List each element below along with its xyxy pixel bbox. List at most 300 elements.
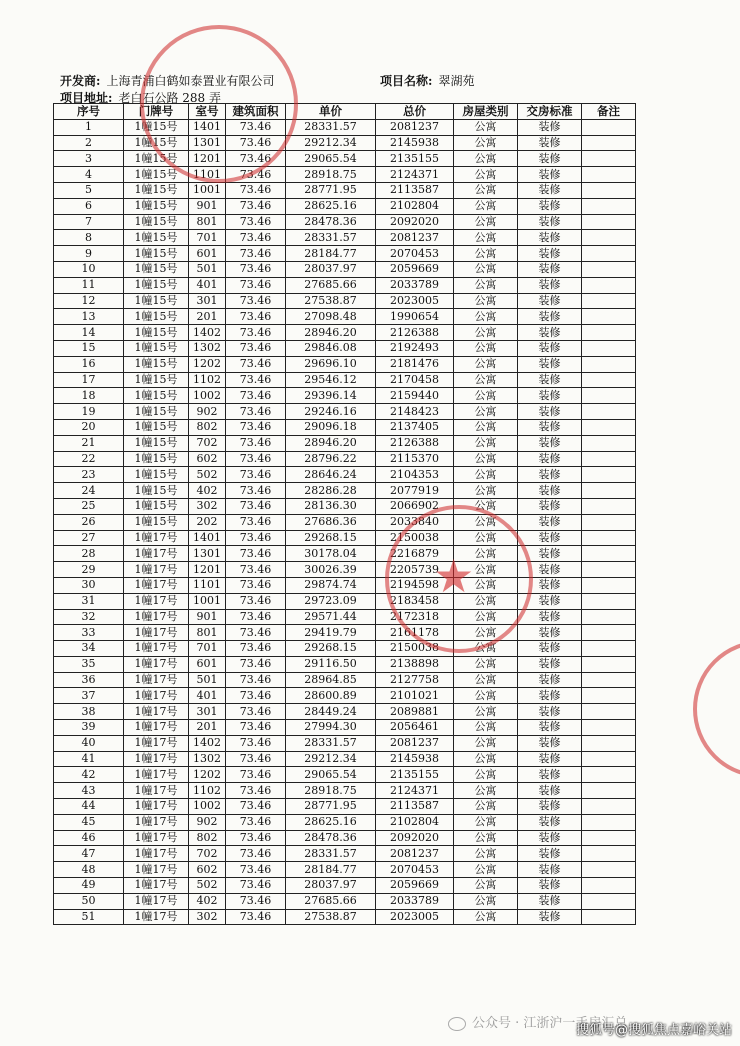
table-cell: 73.46 (226, 372, 286, 388)
table-cell: 30178.04 (286, 546, 376, 562)
table-row (54, 309, 636, 325)
table-cell: 28625.16 (286, 814, 376, 830)
table-cell (582, 593, 636, 609)
table-cell: 28600.89 (286, 688, 376, 704)
table-cell: 27994.30 (286, 720, 376, 736)
table-cell: 30 (54, 577, 124, 593)
table-cell: 1幢17号 (124, 704, 189, 720)
table-cell: 23 (54, 467, 124, 483)
table-cell: 1幢17号 (124, 767, 189, 783)
table-row (54, 451, 636, 467)
table-cell: 73.46 (226, 419, 286, 435)
table-cell: 1幢15号 (124, 419, 189, 435)
table-cell: 4 (54, 167, 124, 183)
table-cell: 702 (189, 435, 226, 451)
table-row (54, 214, 636, 230)
table-cell: 装修 (518, 720, 582, 736)
table-cell: 29846.08 (286, 340, 376, 356)
table-cell: 28331.57 (286, 119, 376, 135)
table-cell: 801 (189, 214, 226, 230)
table-cell: 2172318 (376, 609, 454, 625)
table-cell (582, 862, 636, 878)
table-cell (582, 451, 636, 467)
table-cell: 27685.66 (286, 893, 376, 909)
table-cell: 28136.30 (286, 498, 376, 514)
table-cell: 2023005 (376, 293, 454, 309)
table-row (54, 514, 636, 530)
table-cell: 73.46 (226, 467, 286, 483)
table-cell: 8 (54, 230, 124, 246)
table-cell (582, 767, 636, 783)
table-cell: 29116.50 (286, 656, 376, 672)
table-cell: 2138898 (376, 656, 454, 672)
table-cell (582, 546, 636, 562)
table-cell: 1幢15号 (124, 119, 189, 135)
table-cell: 装修 (518, 293, 582, 309)
table-cell: 2194598 (376, 577, 454, 593)
table-cell (582, 372, 636, 388)
table-cell: 73.46 (226, 246, 286, 262)
table-cell: 公寓 (454, 893, 518, 909)
table-cell: 1990654 (376, 309, 454, 325)
table-cell: 公寓 (454, 309, 518, 325)
table-cell: 12 (54, 293, 124, 309)
table-cell: 1幢15号 (124, 261, 189, 277)
table-cell: 公寓 (454, 672, 518, 688)
table-cell: 装修 (518, 419, 582, 435)
table-cell: 1幢17号 (124, 830, 189, 846)
table-cell: 2033789 (376, 277, 454, 293)
table-cell: 2113587 (376, 799, 454, 815)
table-cell (582, 167, 636, 183)
table-cell: 73.46 (226, 909, 286, 925)
table-cell: 73.46 (226, 767, 286, 783)
table-cell: 28184.77 (286, 246, 376, 262)
table-cell: 2135155 (376, 151, 454, 167)
table-cell (582, 893, 636, 909)
table-cell: 73.46 (226, 498, 286, 514)
table-cell (582, 467, 636, 483)
table-cell: 28796.22 (286, 451, 376, 467)
table-cell: 1301 (189, 546, 226, 562)
table-cell: 装修 (518, 467, 582, 483)
table-cell: 2033789 (376, 893, 454, 909)
table-cell (582, 688, 636, 704)
table-cell: 45 (54, 814, 124, 830)
table-cell: 2145938 (376, 135, 454, 151)
table-cell: 2192493 (376, 340, 454, 356)
table-cell: 502 (189, 878, 226, 894)
table-cell: 公寓 (454, 388, 518, 404)
table-cell: 1幢15号 (124, 277, 189, 293)
table-cell: 2081237 (376, 119, 454, 135)
table-cell (582, 214, 636, 230)
table-cell: 2150038 (376, 641, 454, 657)
table-cell: 2102804 (376, 814, 454, 830)
table-cell: 装修 (518, 404, 582, 420)
table-cell (582, 751, 636, 767)
table-cell: 公寓 (454, 546, 518, 562)
table-row (54, 814, 636, 830)
table-cell: 401 (189, 688, 226, 704)
table-cell: 73.46 (226, 135, 286, 151)
table-cell: 49 (54, 878, 124, 894)
table-cell: 公寓 (454, 783, 518, 799)
table-cell: 28646.24 (286, 467, 376, 483)
table-cell: 装修 (518, 909, 582, 925)
table-cell: 2066902 (376, 498, 454, 514)
table-cell: 1402 (189, 325, 226, 341)
project-name: 翠湖苑 (438, 74, 475, 88)
table-cell: 公寓 (454, 814, 518, 830)
table-cell: 29268.15 (286, 641, 376, 657)
address-value: 老白石公路 288 弄 (118, 91, 221, 105)
table-row (54, 372, 636, 388)
table-cell: 1幢17号 (124, 530, 189, 546)
table-cell: 502 (189, 467, 226, 483)
table-row (54, 846, 636, 862)
table-cell: 公寓 (454, 909, 518, 925)
table-cell: 装修 (518, 830, 582, 846)
table-cell: 701 (189, 230, 226, 246)
table-cell: 2081237 (376, 846, 454, 862)
table-cell: 73.46 (226, 593, 286, 609)
table-cell: 1101 (189, 167, 226, 183)
table-cell: 602 (189, 862, 226, 878)
table-cell: 1001 (189, 182, 226, 198)
table-cell: 1幢15号 (124, 167, 189, 183)
table-cell: 30026.39 (286, 562, 376, 578)
table-row (54, 720, 636, 736)
table-cell: 1幢17号 (124, 656, 189, 672)
table-cell: 2070453 (376, 862, 454, 878)
table-cell: 73.46 (226, 388, 286, 404)
table-cell: 1幢17号 (124, 609, 189, 625)
table-cell: 公寓 (454, 198, 518, 214)
table-cell: 27098.48 (286, 309, 376, 325)
table-cell: 2081237 (376, 735, 454, 751)
table-cell: 29268.15 (286, 530, 376, 546)
table-row (54, 404, 636, 420)
table-cell: 公寓 (454, 878, 518, 894)
table-row (54, 198, 636, 214)
table-cell: 73.46 (226, 340, 286, 356)
table-cell: 28449.24 (286, 704, 376, 720)
table-cell: 73.46 (226, 182, 286, 198)
table-cell: 73.46 (226, 751, 286, 767)
table-cell: 装修 (518, 799, 582, 815)
table-cell: 2113587 (376, 182, 454, 198)
table-cell: 402 (189, 893, 226, 909)
table-cell: 公寓 (454, 751, 518, 767)
table-cell: 28964.85 (286, 672, 376, 688)
table-cell: 28478.36 (286, 214, 376, 230)
table-cell: 1幢17号 (124, 878, 189, 894)
table-cell: 装修 (518, 751, 582, 767)
table-cell: 32 (54, 609, 124, 625)
table-cell: 公寓 (454, 167, 518, 183)
table-cell (582, 783, 636, 799)
table-cell: 1002 (189, 388, 226, 404)
table-cell: 29696.10 (286, 356, 376, 372)
table-cell: 装修 (518, 230, 582, 246)
table-cell (582, 198, 636, 214)
developer-label: 开发商: (60, 74, 101, 88)
table-cell: 1002 (189, 799, 226, 815)
table-row (54, 230, 636, 246)
table-cell (582, 261, 636, 277)
table-cell: 73.46 (226, 325, 286, 341)
table-cell: 41 (54, 751, 124, 767)
table-cell: 73.46 (226, 309, 286, 325)
table-cell: 装修 (518, 546, 582, 562)
project-label: 项目名称: (380, 74, 433, 88)
table-cell: 1101 (189, 577, 226, 593)
column-header: 室号 (189, 104, 226, 120)
table-cell: 29723.09 (286, 593, 376, 609)
table-cell: 73.46 (226, 514, 286, 530)
price-table (53, 103, 636, 925)
table-cell: 2137405 (376, 419, 454, 435)
column-header: 备注 (582, 104, 636, 120)
table-cell: 14 (54, 325, 124, 341)
table-cell: 7 (54, 214, 124, 230)
table-cell (582, 562, 636, 578)
table-cell: 33 (54, 625, 124, 641)
table-row (54, 498, 636, 514)
table-cell: 1302 (189, 751, 226, 767)
table-cell: 公寓 (454, 562, 518, 578)
table-cell (582, 577, 636, 593)
table-cell: 73.46 (226, 893, 286, 909)
table-cell: 2033840 (376, 514, 454, 530)
table-cell: 1401 (189, 530, 226, 546)
table-cell (582, 720, 636, 736)
table-cell: 1301 (189, 135, 226, 151)
table-cell: 73.46 (226, 830, 286, 846)
table-cell: 202 (189, 514, 226, 530)
table-row (54, 799, 636, 815)
table-cell: 2092020 (376, 214, 454, 230)
table-cell: 73.46 (226, 293, 286, 309)
table-cell: 公寓 (454, 735, 518, 751)
table-cell: 13 (54, 309, 124, 325)
table-cell: 73.46 (226, 198, 286, 214)
table-cell: 73.46 (226, 577, 286, 593)
table-cell: 901 (189, 198, 226, 214)
table-cell: 20 (54, 419, 124, 435)
table-cell: 2056461 (376, 720, 454, 736)
table-cell: 50 (54, 893, 124, 909)
seal-star-icon: ★ (433, 549, 475, 603)
table-cell: 22 (54, 451, 124, 467)
table-row (54, 293, 636, 309)
table-cell: 28037.97 (286, 878, 376, 894)
table-cell: 装修 (518, 704, 582, 720)
table-cell: 装修 (518, 530, 582, 546)
table-cell: 28478.36 (286, 830, 376, 846)
table-cell: 42 (54, 767, 124, 783)
table-cell: 2115370 (376, 451, 454, 467)
table-cell: 73.46 (226, 404, 286, 420)
table-cell: 902 (189, 404, 226, 420)
table-cell: 装修 (518, 372, 582, 388)
table-cell: 301 (189, 293, 226, 309)
table-cell: 73.46 (226, 799, 286, 815)
table-cell: 1幢17号 (124, 799, 189, 815)
table-cell: 2126388 (376, 325, 454, 341)
table-cell: 1幢17号 (124, 735, 189, 751)
table-cell: 6 (54, 198, 124, 214)
table-row (54, 530, 636, 546)
table-cell: 29419.79 (286, 625, 376, 641)
table-cell: 1幢17号 (124, 720, 189, 736)
table-cell: 装修 (518, 656, 582, 672)
table-cell: 201 (189, 720, 226, 736)
column-header: 单价 (286, 104, 376, 120)
table-row (54, 388, 636, 404)
table-cell: 装修 (518, 783, 582, 799)
table-cell: 1幢15号 (124, 451, 189, 467)
table-cell: 1幢15号 (124, 388, 189, 404)
table-cell: 公寓 (454, 246, 518, 262)
table-cell: 73.46 (226, 814, 286, 830)
table-cell: 装修 (518, 577, 582, 593)
table-cell (582, 641, 636, 657)
table-cell: 802 (189, 419, 226, 435)
table-cell: 902 (189, 814, 226, 830)
table-cell (582, 277, 636, 293)
table-cell: 29874.74 (286, 577, 376, 593)
table-cell (582, 625, 636, 641)
table-cell: 公寓 (454, 625, 518, 641)
table-cell: 装修 (518, 893, 582, 909)
table-cell: 28771.95 (286, 799, 376, 815)
table-cell: 201 (189, 309, 226, 325)
table-cell: 1幢15号 (124, 230, 189, 246)
table-cell: 1401 (189, 119, 226, 135)
table-cell: 装修 (518, 325, 582, 341)
table-cell: 1幢17号 (124, 593, 189, 609)
table-cell: 装修 (518, 182, 582, 198)
table-cell: 2183458 (376, 593, 454, 609)
table-cell: 装修 (518, 309, 582, 325)
table-cell: 1幢15号 (124, 182, 189, 198)
table-cell: 公寓 (454, 135, 518, 151)
company-seal-partial (693, 640, 740, 778)
table-cell: 公寓 (454, 846, 518, 862)
table-cell: 73.46 (226, 230, 286, 246)
table-cell: 公寓 (454, 830, 518, 846)
table-cell: 装修 (518, 625, 582, 641)
table-cell: 29065.54 (286, 767, 376, 783)
table-cell: 1幢17号 (124, 577, 189, 593)
table-cell: 40 (54, 735, 124, 751)
table-row (54, 625, 636, 641)
table-cell: 装修 (518, 514, 582, 530)
table-cell: 29212.34 (286, 135, 376, 151)
table-cell: 1幢15号 (124, 198, 189, 214)
table-cell: 1幢15号 (124, 404, 189, 420)
table-cell: 2145938 (376, 751, 454, 767)
table-row (54, 688, 636, 704)
table-row (54, 641, 636, 657)
table-cell: 29096.18 (286, 419, 376, 435)
table-cell: 2077919 (376, 483, 454, 499)
wechat-icon (448, 1017, 466, 1031)
table-cell: 38 (54, 704, 124, 720)
table-cell (582, 846, 636, 862)
table-cell: 1幢17号 (124, 783, 189, 799)
table-row (54, 735, 636, 751)
table-cell: 装修 (518, 388, 582, 404)
table-cell: 2124371 (376, 783, 454, 799)
table-cell: 装修 (518, 672, 582, 688)
developer-name: 上海青浦白鹤如泰置业有限公司 (106, 74, 275, 88)
table-cell: 装修 (518, 435, 582, 451)
table-cell: 公寓 (454, 467, 518, 483)
table-cell: 公寓 (454, 514, 518, 530)
table-cell: 公寓 (454, 862, 518, 878)
table-cell: 701 (189, 641, 226, 657)
table-cell: 34 (54, 641, 124, 657)
table-cell: 73.46 (226, 783, 286, 799)
table-cell: 5 (54, 182, 124, 198)
table-cell: 18 (54, 388, 124, 404)
table-cell: 73.46 (226, 862, 286, 878)
table-cell: 901 (189, 609, 226, 625)
table-cell: 装修 (518, 735, 582, 751)
column-header: 建筑面积 (226, 104, 286, 120)
table-cell: 1幢15号 (124, 151, 189, 167)
table-cell (582, 878, 636, 894)
table-cell: 1202 (189, 767, 226, 783)
table-row (54, 246, 636, 262)
table-cell: 1幢17号 (124, 909, 189, 925)
table-cell: 1001 (189, 593, 226, 609)
table-cell: 公寓 (454, 656, 518, 672)
table-cell (582, 293, 636, 309)
table-cell: 公寓 (454, 340, 518, 356)
table-row (54, 483, 636, 499)
table-cell (582, 830, 636, 846)
table-cell: 37 (54, 688, 124, 704)
table-cell: 73.46 (226, 562, 286, 578)
table-cell: 2159440 (376, 388, 454, 404)
table-cell (582, 325, 636, 341)
table-row (54, 878, 636, 894)
table-cell: 35 (54, 656, 124, 672)
table-cell: 73.46 (226, 688, 286, 704)
table-cell (582, 514, 636, 530)
table-cell: 47 (54, 846, 124, 862)
sohu-watermark: 搜狐号@搜狐焦点嘉峪关站 (575, 1023, 732, 1038)
table-cell: 1幢15号 (124, 135, 189, 151)
table-row (54, 151, 636, 167)
table-cell (582, 735, 636, 751)
table-cell: 17 (54, 372, 124, 388)
table-cell: 29212.34 (286, 751, 376, 767)
table-cell: 装修 (518, 862, 582, 878)
table-cell: 1202 (189, 356, 226, 372)
table-cell (582, 530, 636, 546)
table-cell: 1幢15号 (124, 293, 189, 309)
table-cell: 2104353 (376, 467, 454, 483)
table-cell: 2126388 (376, 435, 454, 451)
table-cell: 公寓 (454, 356, 518, 372)
table-row (54, 767, 636, 783)
table-cell: 39 (54, 720, 124, 736)
